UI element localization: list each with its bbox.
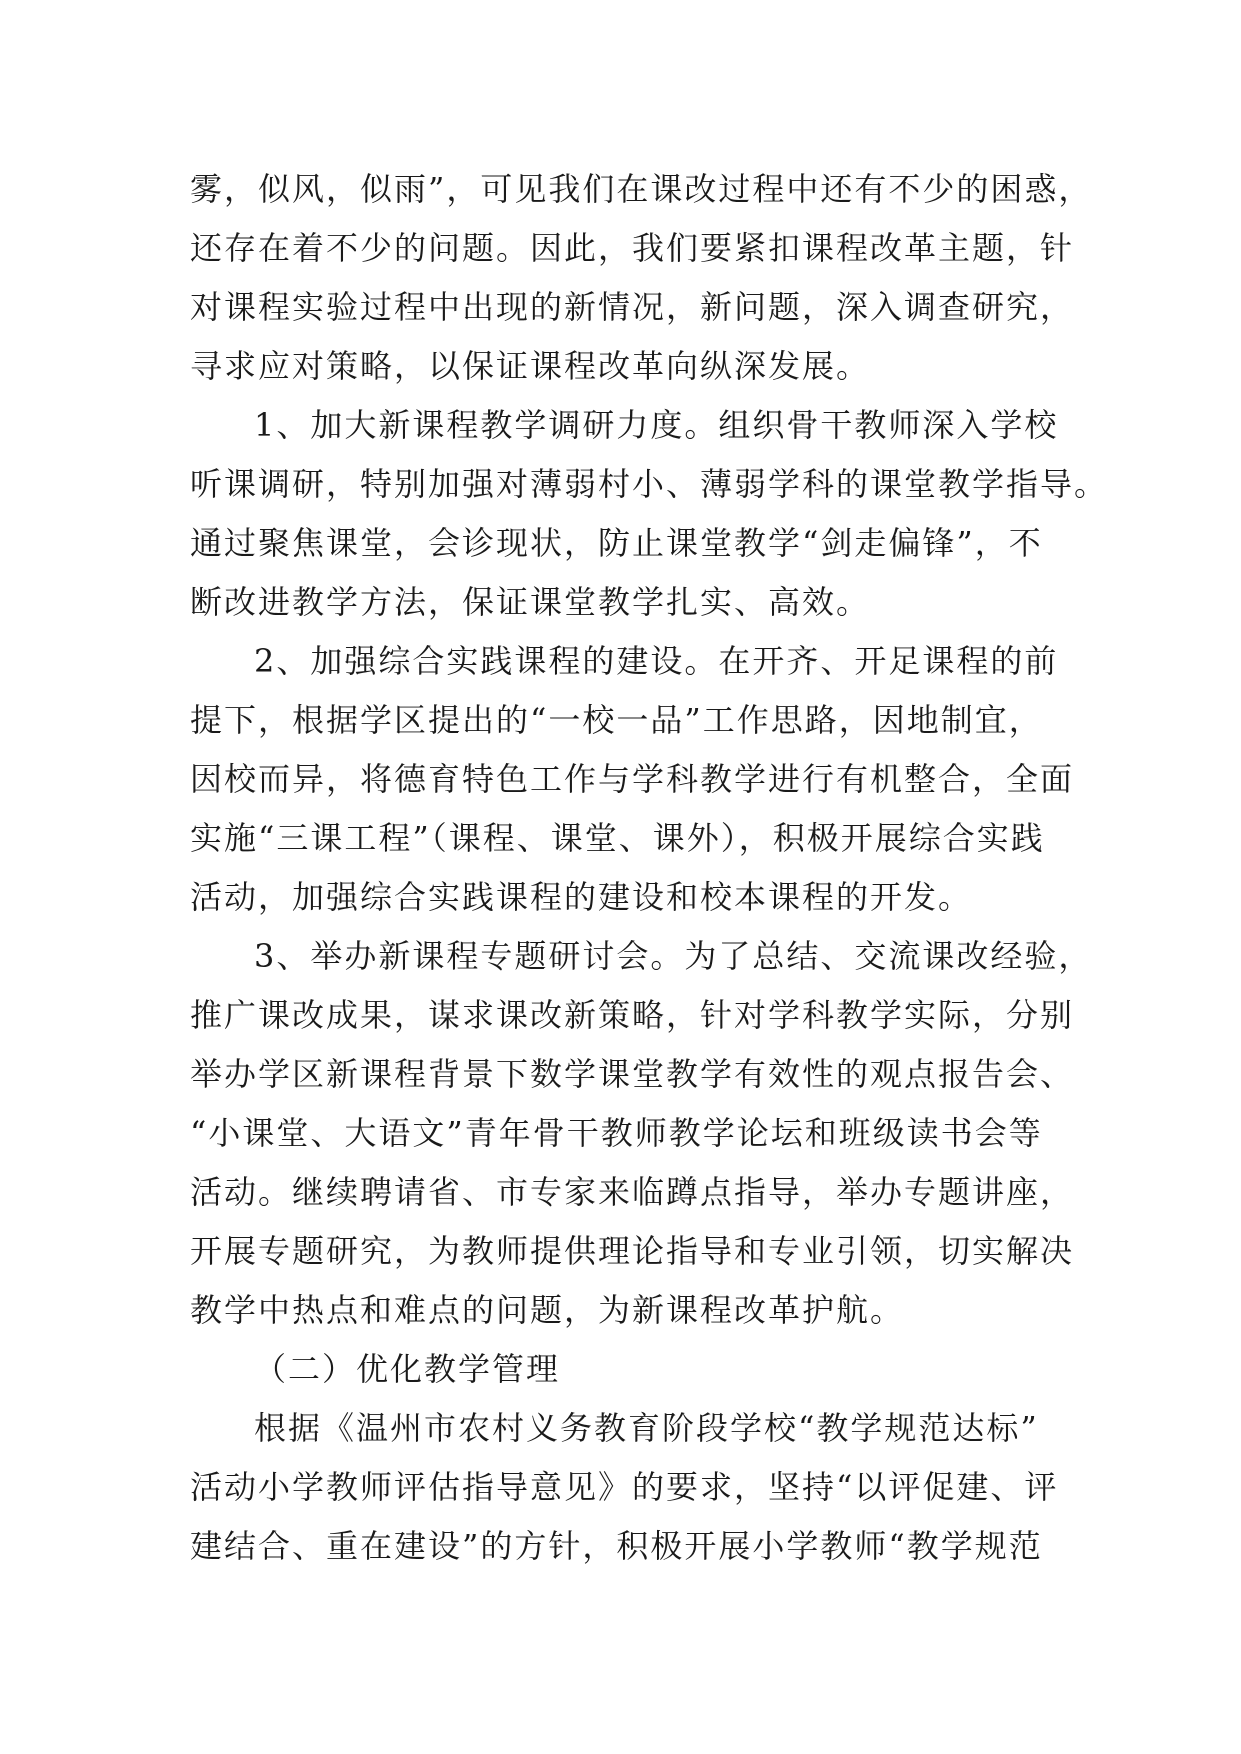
text-line: 根据《温州市农村义务教育阶段学校“教学规范达标” [254,1409,1039,1447]
document-body [190,160,1109,1576]
text-line: 推广课改成果，谋求课改新策略，针对学科教学实际，分别 [190,996,1075,1034]
text-line: 2、加强综合实践课程的建设。在开齐、开足课程的前 [254,642,1059,680]
paragraph-teaching-management [190,1399,1060,1576]
paragraph-item-3 [190,927,1093,1340]
text-line: 活动。继续聘请省、市专家来临蹲点指导，举办专题讲座， [190,1173,1075,1211]
paragraph-intro-continuation [190,160,1093,396]
text-line: 通过聚焦课堂，会诊现状，防止课堂教学“剑走偏锋”，不 [190,524,1043,562]
text-line: 1、加大新课程教学调研力度。组织骨干教师深入学校 [254,406,1059,444]
text-line: 因校而异，将德育特色工作与学科教学进行有机整合，全面 [190,760,1075,798]
text-line: 对课程实验过程中出现的新情况，新问题，深入调查研究， [190,288,1075,326]
text-line: “小课堂、大语文”青年骨干教师教学论坛和班级读书会等 [190,1114,1043,1152]
text-line: 活动，加强综合实践课程的建设和校本课程的开发。 [190,878,973,916]
text-line: 举办学区新课程背景下数学课堂教学有效性的观点报告会、 [190,1055,1075,1093]
text-line: 断改进教学方法，保证课堂教学扎实、高效。 [190,583,871,621]
text-line: 活动小学教师评估指导意见》的要求，坚持“以评促建、评 [190,1468,1059,1506]
text-line: 听课调研，特别加强对薄弱村小、薄弱学科的课堂教学指导。 [190,465,1109,503]
section-heading [190,1340,1060,1399]
text-line: 教学中热点和难点的问题，为新课程改革护航。 [190,1291,905,1329]
paragraph-item-1 [190,396,1109,632]
text-line: 3、举办新课程专题研讨会。为了总结、交流课改经验， [254,937,1093,975]
text-line: 建结合、重在建设”的方针，积极开展小学教师“教学规范 [190,1527,1043,1565]
text-line: 开展专题研究，为教师提供理论指导和专业引领，切实解决 [190,1232,1075,1270]
paragraph-item-2 [190,632,1075,927]
text-line: 寻求应对策略，以保证课程改革向纵深发展。 [190,347,871,385]
text-line: 提下，根据学区提出的“一校一品”工作思路，因地制宜， [190,701,1043,739]
text-line: 雾，似风，似雨”，可见我们在课改过程中还有不少的困惑， [190,170,1093,208]
section-heading-text: （二）优化教学管理 [254,1350,561,1388]
text-line: 还存在着不少的问题。因此，我们要紧扣课程改革主题，针 [190,229,1075,267]
text-line: 实施“三课工程”（课程、课堂、课外），积极开展综合实践 [190,819,1045,857]
